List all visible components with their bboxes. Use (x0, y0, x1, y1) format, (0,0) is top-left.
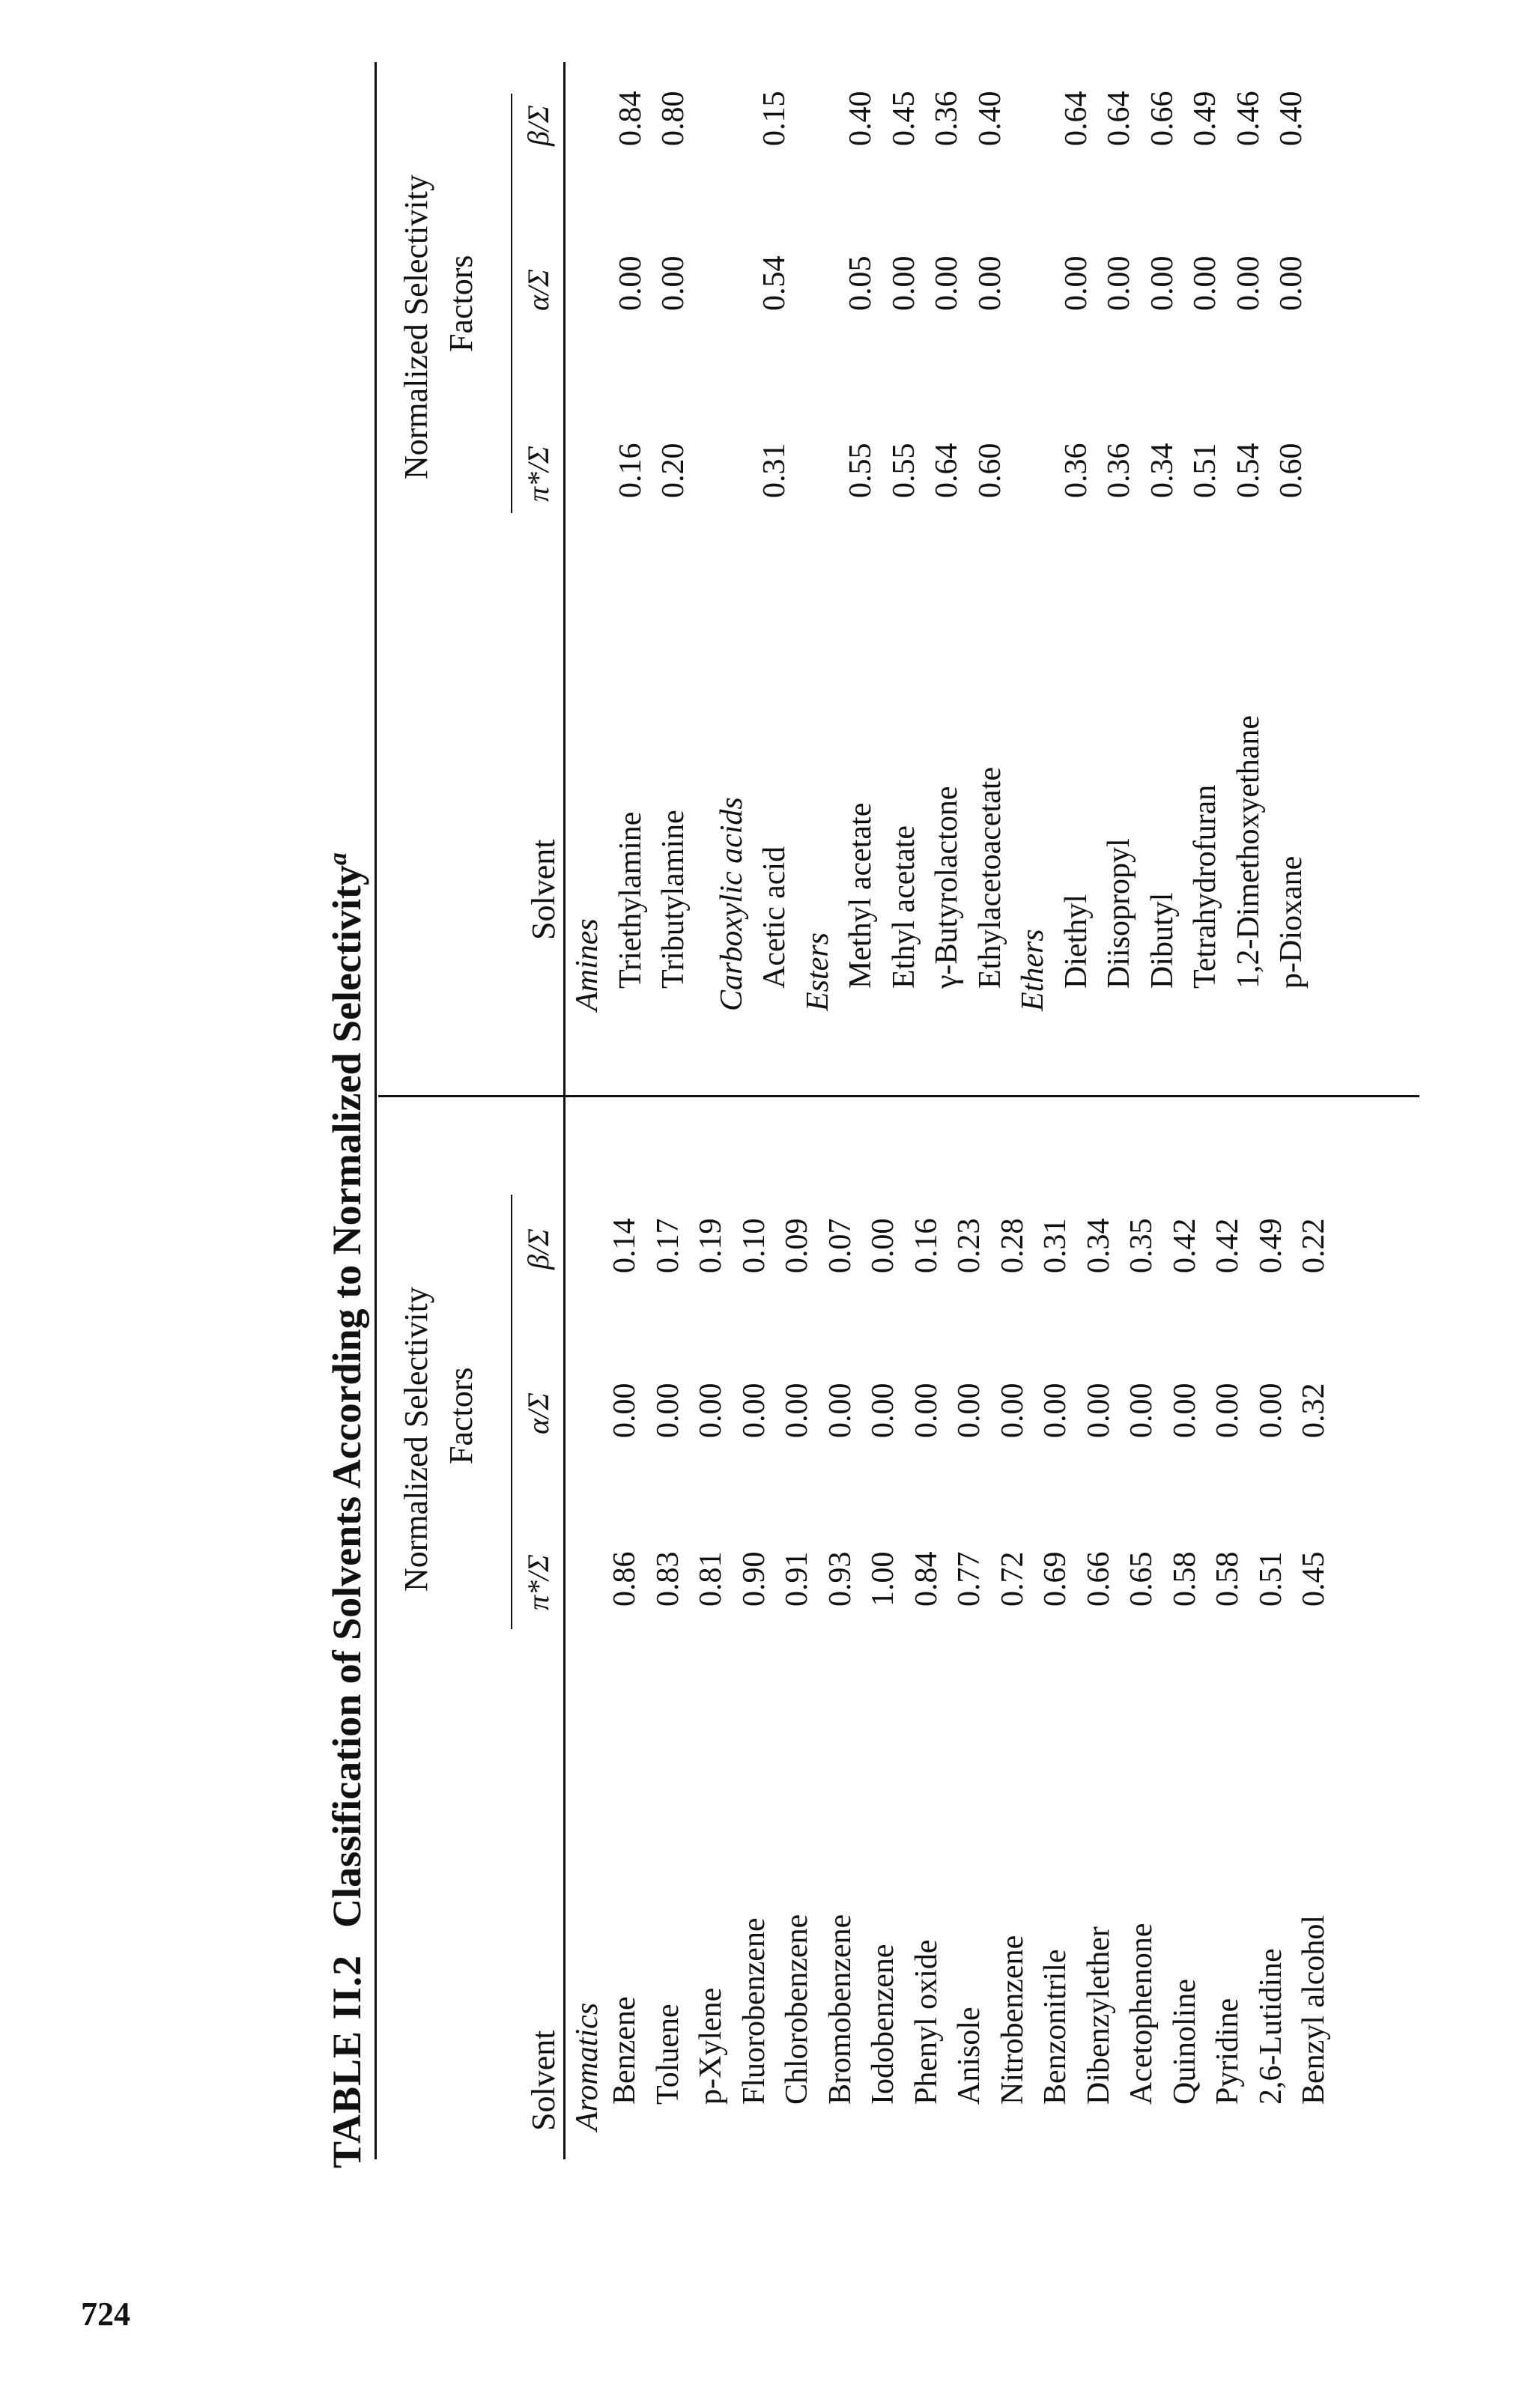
right-beta-value: 0.40 (1274, 91, 1309, 146)
right-pi-value: 0.54 (1231, 443, 1266, 498)
right-alpha-value: 0.00 (1274, 255, 1309, 311)
right-alpha-value: 0.00 (1058, 255, 1094, 311)
right-pi-value: 0.60 (1274, 443, 1309, 498)
left-beta-value: 0.17 (650, 1218, 685, 1273)
right-pi-value: 0.64 (930, 443, 964, 498)
left-beta-value: 0.16 (909, 1218, 944, 1273)
left-beta-value: 0.49 (1253, 1218, 1288, 1273)
right-pi-value: 0.55 (843, 443, 878, 498)
left-alpha-value: 0.00 (822, 1383, 858, 1438)
left-solvent-name: Phenyl oxide (909, 1939, 944, 2105)
left-beta-value: 0.19 (694, 1218, 728, 1273)
right-solvent-name: Acetic acid (757, 846, 792, 989)
right-alpha-value: 0.00 (972, 255, 1007, 311)
right-beta-value: 0.66 (1145, 91, 1180, 146)
right-beta-value: 0.40 (972, 91, 1007, 146)
left-pi-value: 0.45 (1297, 1551, 1331, 1607)
left-solvent-name: Acetophenone (1124, 1923, 1159, 2105)
right-pi-value: 0.36 (1102, 443, 1136, 498)
right-alpha-value: 0.54 (757, 255, 792, 311)
header-rule (563, 62, 566, 2159)
right-group-header-line1: Normalized Selectivity (398, 175, 434, 479)
right-beta-value: 0.36 (930, 91, 964, 146)
left-alpha-value: 0.00 (1167, 1383, 1202, 1438)
right-alpha-value: 0.00 (1145, 255, 1180, 311)
left-pi-value: 1.00 (866, 1551, 900, 1607)
left-pi-value: 0.51 (1253, 1551, 1288, 1607)
left-alpha-value: 0.00 (1253, 1383, 1288, 1438)
right-solvent-name: Diisopropyl (1102, 838, 1136, 989)
left-beta-value: 0.34 (1081, 1218, 1116, 1273)
right-beta-value: 0.46 (1231, 91, 1266, 146)
left-pi-value: 0.84 (909, 1551, 944, 1607)
left-solvent-name: Fluorobenzene (736, 1917, 771, 2105)
left-pi-value: 0.58 (1210, 1551, 1245, 1607)
table-title (324, 852, 370, 2168)
right-alpha-value: 0.00 (930, 255, 964, 311)
right-beta-value: 0.84 (613, 91, 648, 146)
left-pi-value: 0.58 (1167, 1551, 1202, 1607)
right-beta-header: β/Σ (521, 105, 555, 146)
table-label: TABLE II.2 (324, 1954, 369, 2168)
footnote-marker: a (324, 852, 352, 866)
left-pi-value: 0.77 (952, 1551, 986, 1607)
right-subheader-rule (511, 94, 512, 513)
right-pi-value: 0.60 (972, 443, 1007, 498)
page-number: 724 (81, 2296, 130, 2332)
table-caption: Classification of Solvents According to Normalized Selectivity (324, 865, 369, 1928)
left-beta-value: 0.14 (607, 1218, 642, 1273)
right-alpha-value: 0.05 (843, 255, 878, 311)
right-solvent-name: 1,2-Dimethoxyethane (1231, 715, 1266, 989)
left-beta-value: 0.10 (736, 1218, 771, 1273)
left-beta-header: β/Σ (521, 1228, 555, 1270)
right-alpha-value: 0.00 (1231, 255, 1266, 311)
right-alpha-value: 0.00 (613, 255, 648, 311)
left-pi-header: π*/Σ (521, 1554, 555, 1610)
left-alpha-value: 0.00 (995, 1383, 1030, 1438)
left-beta-value: 0.07 (822, 1218, 858, 1273)
right-beta-value: 0.49 (1188, 91, 1222, 146)
left-solvent-name: Iodobenzene (866, 1944, 900, 2105)
left-beta-value: 0.00 (866, 1218, 900, 1273)
right-alpha-value: 0.00 (886, 255, 921, 311)
left-alpha-header: α/Σ (521, 1392, 555, 1434)
left-solvent-name: Chlorobenzene (780, 1914, 814, 2105)
left-pi-value: 0.91 (780, 1551, 814, 1607)
left-alpha-value: 0.00 (909, 1383, 944, 1438)
column-divider (378, 1095, 1419, 1097)
left-solvent-name: Benzene (607, 1996, 642, 2105)
left-beta-value: 0.35 (1124, 1218, 1159, 1273)
left-alpha-value: 0.00 (952, 1383, 986, 1438)
left-alpha-value: 0.00 (694, 1383, 728, 1438)
left-solvent-name: Nitrobenzene (995, 1935, 1030, 2105)
left-solvent-name: p-Xylene (694, 1987, 728, 2105)
left-beta-value: 0.42 (1167, 1218, 1202, 1273)
left-group-label: Aromatics (570, 2002, 604, 2131)
right-beta-value: 0.64 (1102, 91, 1136, 146)
right-pi-value: 0.51 (1188, 443, 1222, 498)
right-pi-value: 0.16 (613, 443, 648, 498)
right-solvent-name: Ethyl acetate (886, 825, 921, 989)
right-solvent-name: Dibutyl (1145, 892, 1180, 989)
left-alpha-value: 0.00 (1124, 1383, 1159, 1438)
left-pi-value: 0.83 (650, 1551, 685, 1607)
left-solvent-name: Pyridine (1210, 1998, 1245, 2105)
right-pi-value: 0.31 (757, 443, 792, 498)
left-pi-value: 0.93 (822, 1551, 858, 1607)
right-pi-value: 0.34 (1145, 443, 1180, 498)
right-beta-value: 0.15 (757, 91, 792, 146)
left-beta-value: 0.31 (1038, 1218, 1073, 1273)
right-group-label: Esters (800, 932, 835, 1011)
right-solvent-header: Solvent (525, 839, 562, 940)
left-solvent-name: Toluene (650, 2004, 685, 2105)
left-solvent-name: Quinoline (1167, 1979, 1202, 2105)
right-beta-value: 0.64 (1058, 91, 1094, 146)
left-solvent-name: Bromobenzene (822, 1914, 858, 2105)
left-group-header-line2: Factors (443, 1367, 479, 1464)
left-alpha-value: 0.00 (1038, 1383, 1073, 1438)
left-solvent-name: Dibenzylether (1081, 1926, 1116, 2105)
right-solvent-name: Methyl acetate (843, 802, 878, 989)
right-pi-value: 0.36 (1058, 443, 1094, 498)
right-beta-value: 0.80 (656, 91, 691, 146)
left-subheader-rule (511, 1195, 512, 1629)
right-group-label: Ethers (1016, 929, 1050, 1011)
right-beta-value: 0.40 (843, 91, 878, 146)
left-beta-value: 0.42 (1210, 1218, 1245, 1273)
left-pi-value: 0.69 (1038, 1551, 1073, 1607)
right-pi-header: π*/Σ (521, 446, 555, 502)
right-alpha-header: α/Σ (521, 269, 555, 311)
left-alpha-value: 0.00 (866, 1383, 900, 1438)
left-beta-value: 0.28 (995, 1218, 1030, 1273)
right-solvent-name: Tributylamine (656, 810, 691, 989)
left-beta-value: 0.22 (1297, 1218, 1331, 1273)
left-pi-value: 0.90 (736, 1551, 771, 1607)
left-group-header-line1: Normalized Selectivity (398, 1287, 434, 1592)
left-alpha-value: 0.00 (780, 1383, 814, 1438)
top-rule (375, 62, 377, 2159)
left-solvent-name: Benzyl alcohol (1297, 1914, 1331, 2105)
left-pi-value: 0.86 (607, 1551, 642, 1607)
left-alpha-value: 0.00 (736, 1383, 771, 1438)
left-beta-value: 0.23 (952, 1218, 986, 1273)
left-alpha-value: 0.00 (650, 1383, 685, 1438)
left-beta-value: 0.09 (780, 1218, 814, 1273)
left-pi-value: 0.66 (1081, 1551, 1116, 1607)
right-pi-value: 0.55 (886, 443, 921, 498)
right-group-label: Carboxylic acids (714, 797, 749, 1011)
left-alpha-value: 0.00 (1081, 1383, 1116, 1438)
right-group-label: Amines (570, 918, 604, 1011)
left-alpha-value: 0.32 (1297, 1383, 1331, 1438)
left-solvent-name: Benzonitrile (1038, 1949, 1073, 2105)
right-alpha-value: 0.00 (1188, 255, 1222, 311)
right-alpha-value: 0.00 (656, 255, 691, 311)
left-alpha-value: 0.00 (1210, 1383, 1245, 1438)
left-pi-value: 0.65 (1124, 1551, 1159, 1607)
right-solvent-name: γ-Butyrolactone (930, 786, 964, 989)
left-solvent-header: Solvent (525, 2030, 562, 2131)
left-solvent-name: 2,6-Lutidine (1253, 1948, 1288, 2105)
right-group-header-line2: Factors (443, 255, 479, 352)
right-solvent-name: Diethyl (1058, 894, 1094, 989)
right-solvent-name: p-Dioxane (1274, 855, 1309, 989)
right-beta-value: 0.45 (886, 91, 921, 146)
right-solvent-name: Ethylacetoacetate (972, 766, 1007, 989)
left-pi-value: 0.81 (694, 1551, 728, 1607)
left-pi-value: 0.72 (995, 1551, 1030, 1607)
right-pi-value: 0.20 (656, 443, 691, 498)
left-solvent-name: Anisole (952, 2007, 986, 2105)
right-solvent-name: Tetrahydrofuran (1188, 784, 1222, 989)
right-solvent-name: Triethylamine (613, 811, 648, 989)
right-alpha-value: 0.00 (1102, 255, 1136, 311)
left-alpha-value: 0.00 (607, 1383, 642, 1438)
